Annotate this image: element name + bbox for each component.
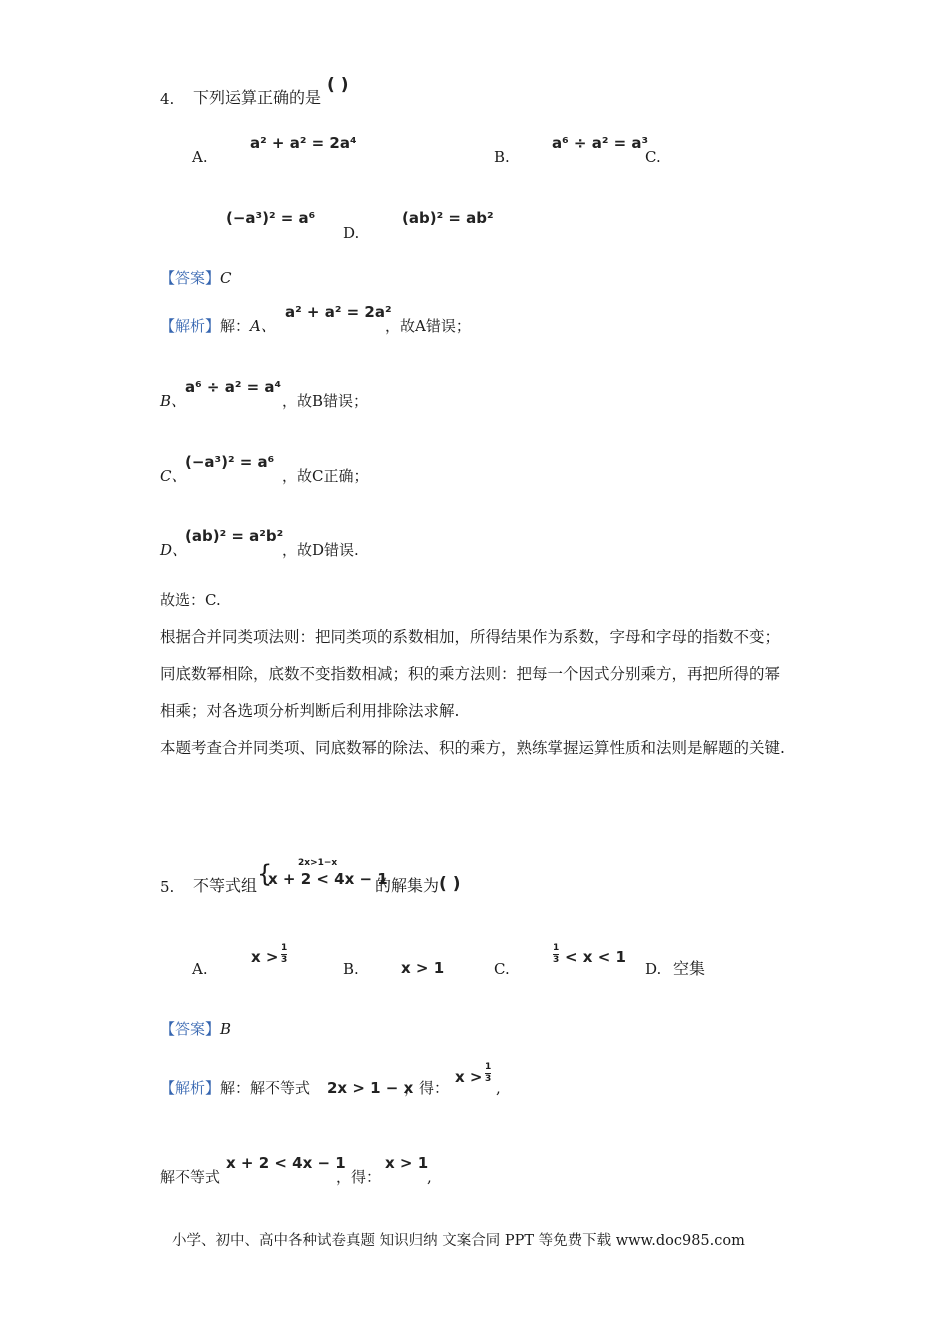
q4-explanation-2: 本题考查合并同类项、同底数幂的除法、积的乘方，熟练掌握运算性质和法则是解题的关键. (160, 739, 785, 757)
q4-option-b-math: a⁶ ÷ a² = a³ (552, 134, 649, 152)
q4-option-c-label: C. (645, 148, 661, 166)
q4-stem: 下列运算正确的是 (193, 88, 322, 107)
page-footer: 小学、初中、高中各种试卷真题 知识归纳 文案合同 PPT 等免费下载 www.doc985.com (172, 1233, 745, 1249)
q5-option-d-text: 空集 (673, 959, 706, 978)
q5-option-d-label: D. (645, 960, 662, 978)
q5-paren: ( ) (439, 874, 461, 894)
q4-option-b-label: B. (494, 148, 510, 166)
analysis-intro: 解： (220, 317, 251, 335)
q5-option-c-fraction: 1 3 (553, 943, 560, 965)
q4-analysis-tag-line (160, 319, 276, 334)
answer-tag: 【答案】 (160, 1020, 221, 1038)
analysis-c-label: C、 (160, 467, 187, 485)
q4-option-a-label: A. (192, 148, 208, 166)
analysis-a-conclusion: ，故A错误； (385, 317, 471, 335)
analysis-line1-mid: ，得： (404, 1079, 450, 1097)
q4-option-c-math: (−a³)² = a⁶ (226, 209, 316, 227)
q5-option-c-math: < x < 1 (565, 948, 626, 966)
q5-system-bottom: x + 2 < 4x − 1 (268, 870, 388, 888)
q4-paren: ( ) (327, 75, 349, 95)
analysis-tag: 【解析】 (160, 1079, 221, 1097)
q4-number: 4. (160, 90, 175, 108)
q5-option-a-math: x > (251, 948, 279, 966)
analysis-line1-pre: 解：解不等式 (220, 1079, 311, 1097)
analysis-c-math: (−a³)² = a⁶ (185, 453, 275, 471)
analysis-d-math: (ab)² = a²b² (185, 527, 284, 545)
answer-tag: 【答案】 (160, 269, 221, 287)
analysis-a-label: A、 (250, 317, 276, 335)
analysis-c-conclusion: ，故C正确； (282, 467, 369, 485)
analysis-line1-math: 2x > 1 − x (327, 1079, 414, 1097)
analysis-b-label: B、 (160, 392, 187, 410)
q4-option-d-math: (ab)² = ab² (402, 209, 494, 227)
q4-choose: 故选：C. (160, 591, 221, 609)
analysis-line1-result: x > (455, 1068, 483, 1086)
q4-option-d-label: D. (343, 224, 360, 242)
analysis-line2-mid: ，得： (336, 1168, 382, 1186)
q5-number: 5. (160, 878, 175, 896)
q5-stem-tail: 的解集为 (375, 876, 440, 895)
analysis-line2-result: x > 1 (385, 1154, 429, 1172)
analysis-line1-end: , (496, 1079, 501, 1097)
analysis-line2-pre: 解不等式 (160, 1168, 221, 1186)
q4-explanation-1: 根据合并同类项法则：把同类项的系数相加，所得结果作为系数，字母和字母的指数不变；同底数幂相除，底数不变指数相减；积的乘方法则：把每一个因式分别乘方，再把所得的幂相乘；对各选项分析判断后利用排除法求解. (160, 628, 781, 720)
answer-value: C (220, 269, 232, 287)
analysis-b-conclusion: ，故B错误； (282, 392, 369, 410)
q5-option-b-label: B. (343, 960, 359, 978)
analysis-b-math: a⁶ ÷ a² = a⁴ (185, 378, 282, 396)
analysis-line2-end: , (427, 1168, 432, 1186)
q5-option-a-fraction: 1 3 (281, 943, 288, 965)
analysis-a-math: a² + a² = 2a² (285, 303, 392, 321)
q5-analysis-line-1 (160, 1081, 310, 1096)
q5-system-top: 2x>1−x (298, 858, 338, 868)
q5-brace: { (257, 860, 273, 888)
analysis-line2-math: x + 2 < 4x − 1 (226, 1154, 346, 1172)
q4-answer (160, 271, 232, 286)
q4-option-a-math: a² + a² = 2a⁴ (250, 134, 357, 152)
q5-answer (160, 1022, 231, 1037)
answer-value: B (220, 1020, 232, 1038)
q5-stem: 不等式组 (193, 876, 258, 895)
q5-option-a-label: A. (192, 960, 208, 978)
q5-option-b-math: x > 1 (401, 959, 445, 977)
analysis-line1-fraction: 1 3 (485, 1062, 492, 1084)
analysis-d-label: D、 (160, 541, 188, 559)
analysis-tag: 【解析】 (160, 317, 221, 335)
q5-option-c-label: C. (494, 960, 510, 978)
analysis-d-conclusion: ，故D错误. (282, 541, 359, 559)
